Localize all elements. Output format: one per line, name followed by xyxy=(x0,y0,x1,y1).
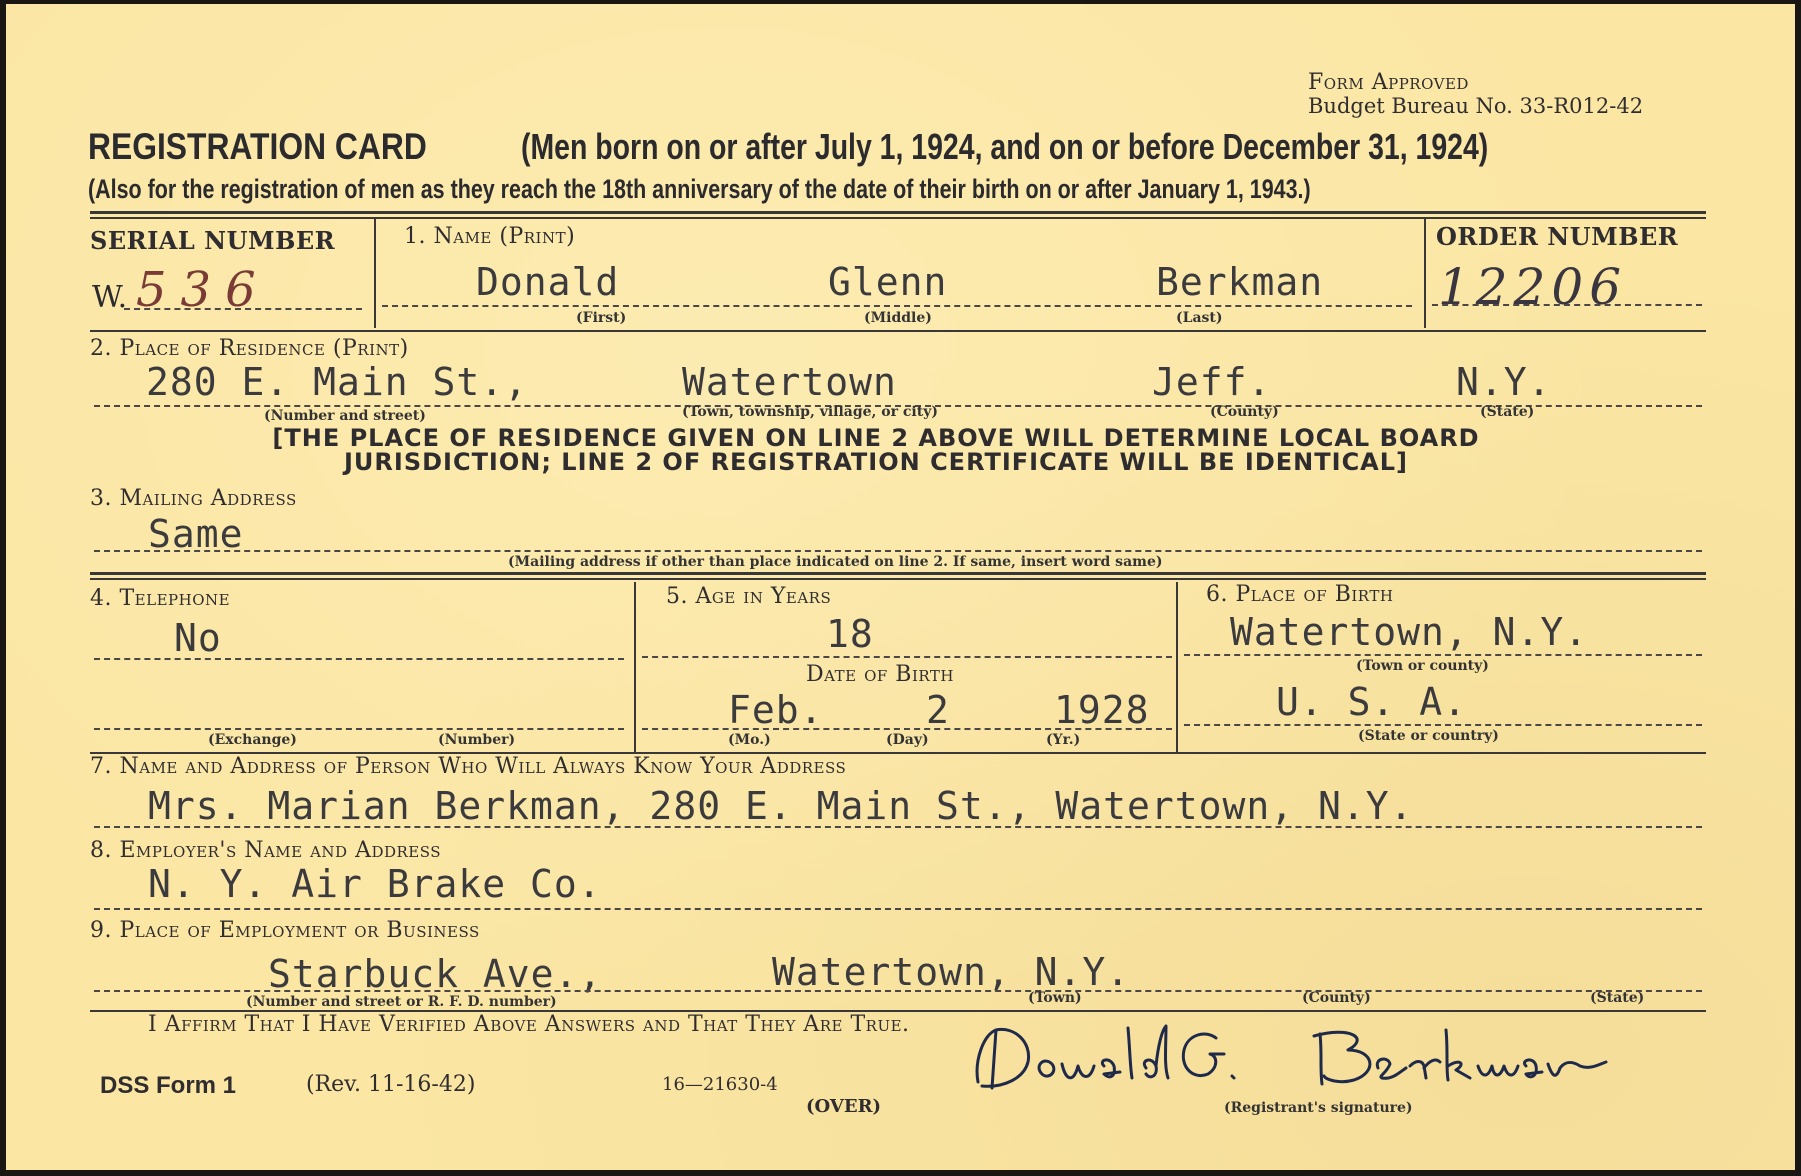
number-caption: (Number) xyxy=(438,732,516,748)
employer-label: 8. Employer's Name and Address xyxy=(90,838,442,863)
budget-bureau: Budget Bureau No. 33-R012-42 xyxy=(1308,94,1644,118)
employment-label: 9. Place of Employment or Business xyxy=(90,918,480,943)
order-divider xyxy=(1424,218,1426,328)
dob-label: Date of Birth xyxy=(806,662,955,687)
town-caption: (Town, township, village, or city) xyxy=(682,404,938,420)
residence-county: Jeff. xyxy=(1152,360,1272,404)
registration-card xyxy=(6,4,1795,1170)
form-revision: (Rev. 11-16-42) xyxy=(306,1072,476,1097)
telephone-value: No xyxy=(174,616,222,660)
middle-name: Glenn xyxy=(828,260,948,304)
residence-town: Watertown xyxy=(682,360,897,404)
birthplace-country: U. S. A. xyxy=(1276,680,1468,724)
serial-label: SERIAL NUMBER xyxy=(90,226,336,255)
top-rule xyxy=(90,211,1706,214)
mailing-caption: (Mailing address if other than place indicated on line 2. If same, insert word same) xyxy=(508,554,1163,570)
day-caption: (Day) xyxy=(886,732,929,748)
residence-state: N.Y. xyxy=(1456,360,1552,404)
middle-caption: (Middle) xyxy=(864,310,932,326)
telephone-label: 4. Telephone xyxy=(90,586,231,611)
contact-value: Mrs. Marian Berkman, 280 E. Main St., Watertown, N.Y. xyxy=(148,784,1414,828)
print-code: 16—21630-4 xyxy=(662,1074,778,1095)
birthplace-label: 6. Place of Birth xyxy=(1206,582,1394,607)
year-caption: (Yr.) xyxy=(1046,732,1081,748)
top-rule-2 xyxy=(90,217,1706,219)
mailing-label: 3. Mailing Address xyxy=(90,486,297,511)
age-value: 18 xyxy=(826,612,874,656)
order-value: 12206 xyxy=(1438,258,1628,316)
dob-day: 2 xyxy=(926,688,950,732)
last-caption: (Last) xyxy=(1176,310,1223,326)
registrant-signature xyxy=(970,1016,1610,1100)
employment-county-caption: (County) xyxy=(1302,990,1371,1006)
birthplace-town-caption: (Town or county) xyxy=(1356,658,1489,674)
subtitle: (Also for the registration of men as they reach the 18th anniversary of the date of their birth on or after January 1, 1943.) xyxy=(88,174,1311,204)
form-approved: Form Approved xyxy=(1308,70,1469,95)
employment-street-caption: (Number and street or R. F. D. number) xyxy=(246,994,557,1010)
name-label: 1. Name (Print) xyxy=(404,224,576,249)
serial-divider xyxy=(374,218,376,328)
eligibility-note: (Men born on or after July 1, 1924, and on or before December 31, 1924) xyxy=(521,126,1489,167)
serial-value: 536 xyxy=(136,262,270,318)
county-caption: (County) xyxy=(1210,404,1279,420)
mailing-value: Same xyxy=(148,512,244,556)
employment-state-caption: (State) xyxy=(1590,990,1645,1006)
signature-caption: (Registrant's signature) xyxy=(1224,1100,1413,1116)
affirm-statement: I Affirm That I Have Verified Above Answers and That They Are True. xyxy=(148,1012,910,1037)
serial-prefix: W. xyxy=(92,280,128,315)
exchange-caption: (Exchange) xyxy=(208,732,297,748)
birthplace-country-caption: (State or country) xyxy=(1358,728,1499,744)
over-note: (OVER) xyxy=(806,1096,882,1117)
first-name: Donald xyxy=(476,260,620,304)
first-caption: (First) xyxy=(576,310,627,326)
employment-street: Starbuck Ave., xyxy=(268,952,603,996)
employment-town-caption: (Town) xyxy=(1028,990,1082,1006)
employment-town: Watertown, N.Y. xyxy=(772,950,1131,994)
month-caption: (Mo.) xyxy=(728,732,771,748)
dob-year: 1928 xyxy=(1054,688,1150,732)
residence-label: 2. Place of Residence (Print) xyxy=(90,336,409,361)
form-name: DSS Form 1 xyxy=(100,1072,237,1099)
street-caption: (Number and street) xyxy=(264,408,426,424)
birthplace-town: Watertown, N.Y. xyxy=(1230,610,1589,654)
last-name: Berkman xyxy=(1156,260,1324,304)
employer-value: N. Y. Air Brake Co. xyxy=(148,862,602,906)
order-label: ORDER NUMBER xyxy=(1436,222,1679,251)
dob-month: Feb. xyxy=(728,688,824,732)
age-label: 5. Age in Years xyxy=(666,584,832,609)
residence-street: 280 E. Main St., xyxy=(146,360,529,404)
state-caption: (State) xyxy=(1480,404,1535,420)
jurisdiction-notice-2: JURISDICTION; LINE 2 OF REGISTRATION CERTIFICATE WILL BE IDENTICAL] xyxy=(343,448,1409,476)
jurisdiction-notice-1: [THE PLACE OF RESIDENCE GIVEN ON LINE 2 ABOVE WILL DETERMINE LOCAL BOARD xyxy=(272,424,1480,452)
card-title: REGISTRATION CARD xyxy=(88,126,427,167)
contact-label: 7. Name and Address of Person Who Will Always Know Your Address xyxy=(90,754,847,779)
